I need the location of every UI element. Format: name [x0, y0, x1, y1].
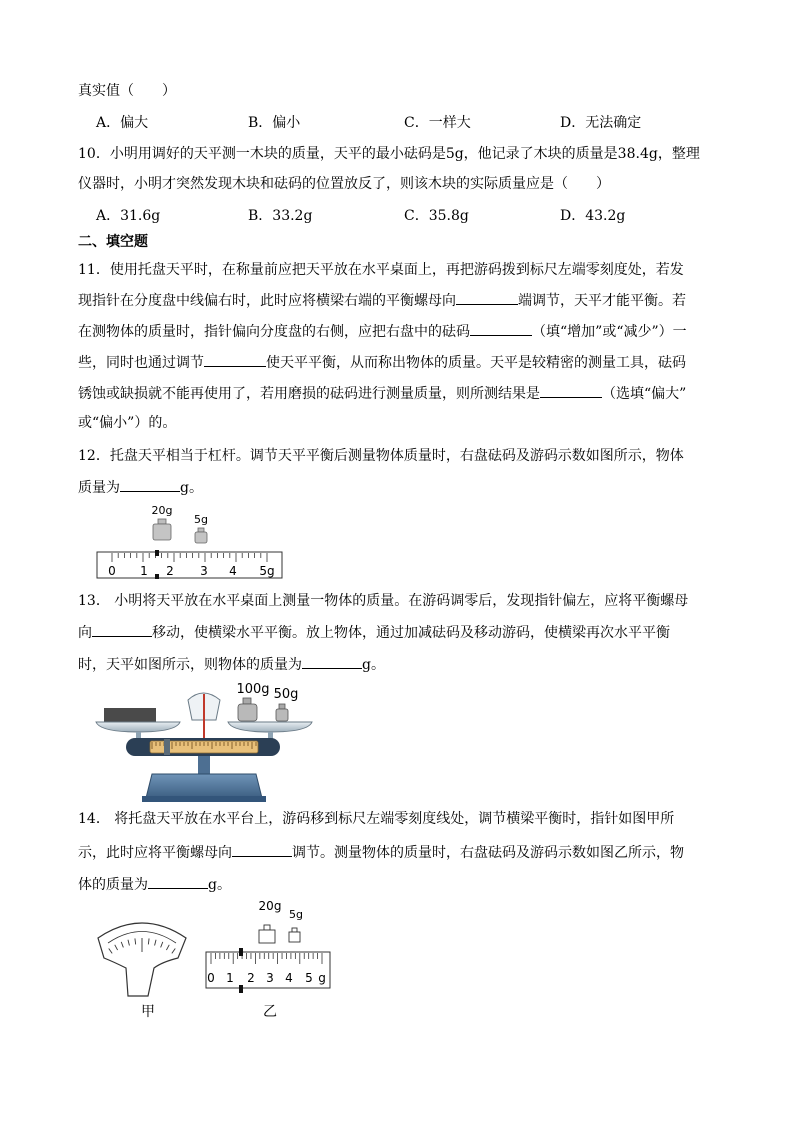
q14-text: g。 [208, 877, 231, 893]
weight-label: 5g [194, 513, 208, 526]
q14-line3 [78, 874, 231, 895]
weight-label: 20g [151, 504, 173, 517]
q9-option-c: C．一样大 [404, 115, 471, 131]
answer-blank[interactable] [456, 290, 518, 305]
q14-text: 体的质量为 [78, 877, 148, 893]
q9-option-d: D．无法确定 [560, 115, 642, 131]
scale-label: 1 [226, 971, 234, 985]
q11-text: 些，同时也通过调节 [78, 355, 204, 371]
q13-text: 向 [78, 625, 92, 641]
answer-blank[interactable] [540, 383, 602, 398]
q10-option-b: B．33.2g [248, 208, 313, 224]
q11-text: （填“增加”或“减少”）一 [532, 324, 687, 340]
q13-line3 [78, 654, 385, 675]
caption-yi: 乙 [263, 1004, 277, 1020]
section-title: 二、填空题 [78, 234, 148, 250]
left-pan [96, 722, 180, 732]
q10-line1: 10．小明用调好的天平测一木块的质量，天平的最小砝码是5g，他记录了木块的质量是38.4g，整理 [78, 146, 700, 162]
q9-option-b: B．偏小 [248, 115, 301, 131]
q13-text: 时，天平如图所示，则物体的质量为 [78, 657, 302, 673]
weight-100g-icon [238, 698, 257, 721]
q11-line1: 11．使用托盘天平时，在称量前应把天平放在水平桌面上，再把游码拨到标尺左端零刻度处，若发 [78, 262, 684, 278]
q9-option-a: A．偏大 [96, 115, 149, 131]
rider-marker [155, 574, 159, 579]
caption-jia: 甲 [141, 1004, 155, 1020]
q10-option-c: C．35.8g [404, 208, 469, 224]
q14-text: 调节。测量物体的质量时，右盘砝码及游码示数如图乙所示，物 [292, 845, 684, 861]
rider-marker [155, 550, 159, 556]
right-pan [228, 722, 312, 732]
q11-line3 [78, 321, 687, 342]
q14-line2 [78, 842, 684, 863]
answer-blank[interactable] [302, 654, 362, 669]
answer-blank[interactable] [92, 622, 152, 637]
q9-tail: 真实值（ ） [78, 83, 176, 99]
weight-label: 100g [236, 682, 270, 697]
weight-label: 50g [273, 687, 299, 702]
scale-label: 5g [259, 564, 275, 578]
q12-text: 质量为 [78, 480, 120, 496]
answer-blank[interactable] [232, 842, 292, 857]
scale-label: 4 [229, 564, 237, 578]
base [146, 774, 262, 798]
q12-figure [90, 500, 290, 582]
rider [164, 739, 170, 755]
q13-text: g。 [362, 657, 385, 673]
scale-label: g [318, 971, 326, 985]
scale-label: 0 [207, 971, 215, 985]
scale-label: 3 [200, 564, 208, 578]
weight-5g-icon [289, 928, 300, 942]
answer-blank[interactable] [120, 477, 180, 492]
q11-text: 锈蚀或缺损就不能再使用了，若用磨损的砝码进行测量质量，则所测结果是 [78, 386, 540, 402]
rider-marker [239, 985, 243, 993]
object-block [104, 708, 156, 722]
scale-label: 1 [140, 564, 148, 578]
weight-label: 5g [289, 908, 303, 921]
answer-blank[interactable] [470, 321, 532, 336]
rider-marker [239, 948, 243, 956]
q14-figure [92, 898, 342, 1026]
scale-label: 5 [305, 971, 313, 985]
scale-label: 2 [166, 564, 174, 578]
q12-text: g。 [180, 480, 203, 496]
q13-line1: 13． 小明将天平放在水平桌面上测量一物体的质量。在游码调零后，发现指针偏左，应将平衡螺母 [78, 593, 689, 609]
q11-line2 [78, 290, 686, 311]
weight-5g-icon [195, 528, 207, 543]
answer-blank[interactable] [204, 352, 266, 367]
weight-label: 20g [258, 899, 282, 913]
q11-line5 [78, 383, 686, 404]
weight-20g-icon [259, 925, 275, 943]
q14-text: 示，此时应将平衡螺母向 [78, 845, 232, 861]
q10-line2: 仪器时，小明才突然发现木块和砝码的位置放反了，则该木块的实际质量应是（ ） [78, 176, 610, 192]
scale-label: 2 [247, 971, 255, 985]
scale-label: 3 [266, 971, 274, 985]
scale-label: 4 [285, 971, 293, 985]
answer-blank[interactable] [148, 874, 208, 889]
q13-balance-figure [90, 680, 320, 805]
weight-50g-icon [276, 704, 288, 721]
dial-figure [98, 923, 186, 996]
q11-text: 端调节，天平才能平衡。若 [518, 293, 686, 309]
q11-text: 使天平平衡，从而称出物体的质量。天平是较精密的测量工具，砝码 [266, 355, 686, 371]
q14-line1: 14． 将托盘天平放在水平台上，游码移到标尺左端零刻度线处，调节横梁平衡时，指针如图甲所 [78, 811, 675, 827]
scale-label: 0 [108, 564, 116, 578]
q13-text: 移动，使横梁水平平衡。放上物体，通过加减砝码及移动游码，使横梁再次水平平衡 [152, 625, 670, 641]
weight-20g-icon [153, 519, 171, 540]
q10-option-a: A．31.6g [96, 208, 161, 224]
q10-option-d: D．43.2g [560, 208, 626, 224]
q11-text: 现指针在分度盘中线偏右时，此时应将横梁右端的平衡螺母向 [78, 293, 456, 309]
q11-line4 [78, 352, 686, 373]
q13-line2 [78, 622, 670, 643]
q11-line6: 或“偏小”）的。 [78, 415, 177, 431]
q12-line1: 12．托盘天平相当于杠杆。调节天平平衡后测量物体质量时，右盘砝码及游码示数如图所示，物体 [78, 448, 684, 464]
q12-line2 [78, 477, 203, 498]
q11-text: （选填“偏大” [602, 386, 687, 402]
q11-text: 在测物体的质量时，指针偏向分度盘的右侧，应把右盘中的砝码 [78, 324, 470, 340]
